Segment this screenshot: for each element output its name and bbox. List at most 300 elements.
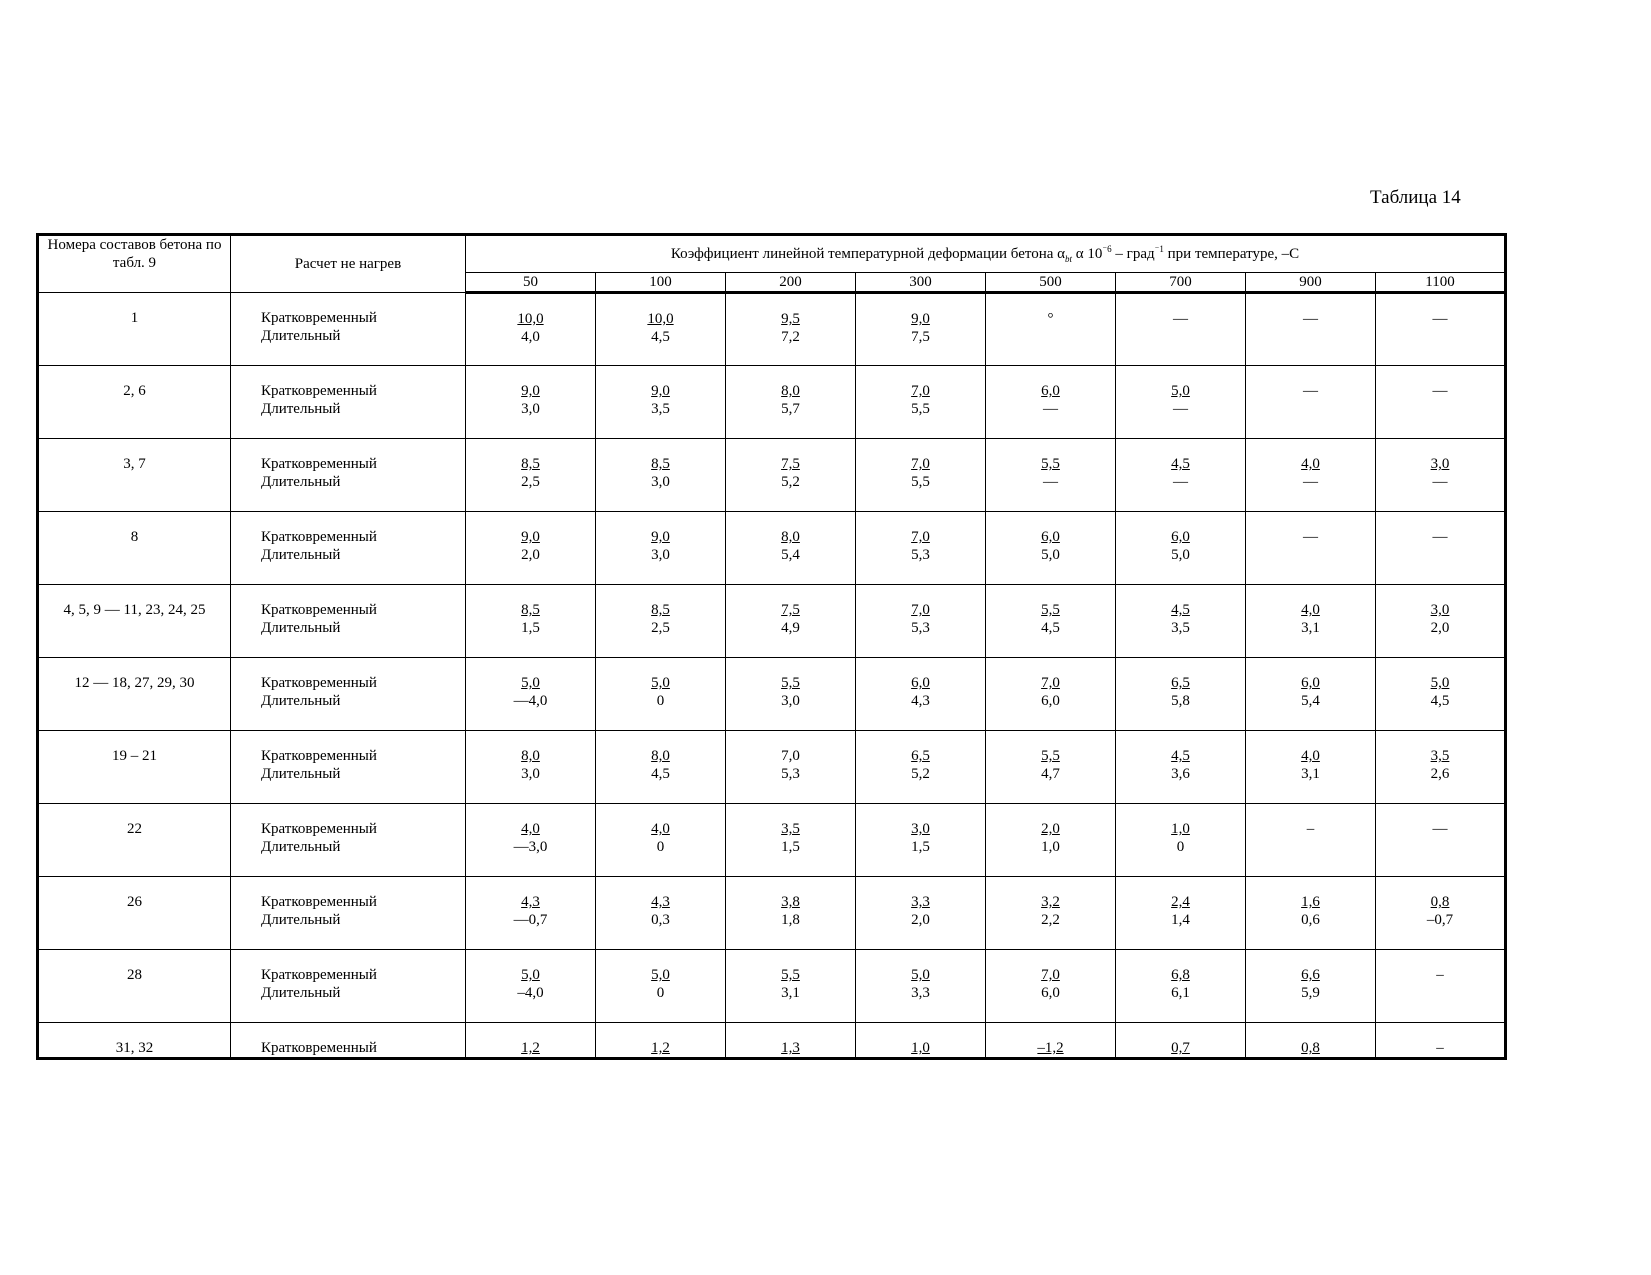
short-term-value: 5,0 (651, 967, 670, 983)
composition-numbers: 12 — 18, 27, 29, 30 (38, 658, 231, 731)
short-term-value: 9,0 (521, 529, 540, 545)
fraction (1301, 674, 1320, 710)
calculation-mode (231, 512, 466, 585)
coefficient-cell (856, 1023, 986, 1059)
coefficient-cell (466, 877, 596, 950)
short-term-value: 7,5 (781, 456, 800, 472)
fraction (1427, 893, 1453, 929)
fraction (651, 893, 670, 929)
coefficient-cell (856, 658, 986, 731)
header-temperature: 300 (856, 273, 986, 293)
short-term-value: 10,0 (647, 311, 674, 327)
fraction (1433, 382, 1448, 400)
table-row (38, 585, 1506, 658)
short-term-value: – (1436, 967, 1444, 983)
short-term-value: 7,0 (911, 602, 930, 618)
fraction (1301, 747, 1320, 783)
coefficient-cell (1376, 731, 1506, 804)
coefficient-cell (986, 877, 1116, 950)
coefficient-cell (986, 1023, 1116, 1059)
short-term-value: 6,5 (911, 748, 930, 764)
short-term-value: 4,0 (1301, 456, 1320, 472)
mode-long-term: Длительный (261, 839, 341, 855)
fraction (1041, 674, 1060, 710)
long-term-value: 1,8 (781, 912, 800, 928)
calculation-mode (231, 877, 466, 950)
short-term-value: 9,0 (651, 383, 670, 399)
short-term-value: 4,0 (1301, 748, 1320, 764)
short-term-value: 8,5 (651, 456, 670, 472)
short-term-value: — (1303, 529, 1318, 545)
coefficient-cell (1246, 950, 1376, 1023)
short-term-value: 7,5 (781, 602, 800, 618)
long-term-value: 5,0 (1041, 547, 1060, 563)
fraction (1433, 820, 1448, 838)
mode-long-term: Длительный (261, 547, 341, 563)
mode-short-term: Кратковременный (261, 894, 377, 910)
fraction (781, 601, 800, 637)
short-term-value: 9,0 (911, 311, 930, 327)
coefficient-cell (986, 731, 1116, 804)
mode-short-term: Кратковременный (261, 602, 377, 618)
fraction (1431, 674, 1450, 710)
long-term-value: 2,0 (911, 912, 930, 928)
long-term-value: 5,7 (781, 401, 800, 417)
short-term-value: 3,3 (911, 894, 930, 910)
coefficient-cell (596, 731, 726, 804)
calculation-mode (231, 731, 466, 804)
unit-exponent: ⁻1 (1154, 244, 1164, 254)
coefficient-cell (1116, 293, 1246, 366)
coefficient-cell (856, 877, 986, 950)
long-term-value: 7,5 (911, 329, 930, 345)
long-term-value: 4,0 (521, 329, 540, 345)
long-term-value: 3,3 (911, 985, 930, 1001)
fraction (517, 966, 543, 1002)
fraction (781, 747, 800, 783)
long-term-value: 5,4 (781, 547, 800, 563)
coefficient-cell (466, 950, 596, 1023)
coefficient-cell (466, 439, 596, 512)
long-term-value: — (1173, 401, 1188, 417)
fraction (1171, 820, 1190, 856)
calculation-mode (231, 366, 466, 439)
long-term-value: 0 (656, 839, 665, 855)
coefficient-cell (1376, 366, 1506, 439)
long-term-value: 3,5 (651, 401, 670, 417)
table-row (38, 512, 1506, 585)
short-term-value: 3,5 (1430, 748, 1450, 764)
table-row (38, 439, 1506, 512)
short-term-value: 6,0 (911, 675, 930, 691)
short-term-value: 6,0 (1041, 383, 1060, 399)
coefficient-cell (466, 293, 596, 366)
short-term-value: 9,0 (521, 383, 540, 399)
long-term-value: —0,7 (513, 912, 548, 928)
short-term-value: 3,2 (1041, 894, 1060, 910)
fraction (651, 382, 670, 418)
short-term-value: 5,0 (521, 675, 540, 691)
short-term-value: 6,0 (1041, 529, 1060, 545)
fraction (781, 528, 800, 564)
short-term-value: — (1303, 311, 1318, 327)
coefficient-cell (1116, 731, 1246, 804)
short-term-value: 3,0 (1430, 456, 1450, 472)
table-row (38, 877, 1506, 950)
short-term-value: 6,0 (1301, 675, 1320, 691)
short-term-value: 4,5 (1171, 748, 1190, 764)
short-term-value: 5,5 (1041, 602, 1060, 618)
short-term-value: 8,5 (651, 602, 670, 618)
fraction (1301, 455, 1320, 491)
short-term-value: 4,3 (521, 894, 540, 910)
coefficient-cell (596, 585, 726, 658)
short-term-value: 4,0 (521, 821, 540, 837)
coefficient-cell (1116, 439, 1246, 512)
long-term-value: 0,3 (651, 912, 670, 928)
long-term-value: 4,5 (651, 329, 670, 345)
long-term-value: –0,7 (1426, 912, 1454, 928)
header-temperature: 100 (596, 273, 726, 293)
mode-short-term: Кратковременный (261, 967, 377, 983)
calculation-mode (231, 293, 466, 366)
fraction (1431, 601, 1450, 637)
composition-numbers: 1 (38, 293, 231, 366)
coefficient-cell (466, 366, 596, 439)
long-term-value: 5,5 (911, 401, 930, 417)
long-term-value: 4,5 (1041, 620, 1060, 636)
calculation-mode (231, 658, 466, 731)
fraction (911, 455, 930, 491)
fraction (521, 601, 540, 637)
header-temperature: 1100 (1376, 273, 1506, 293)
short-term-value: 6,5 (1171, 675, 1190, 691)
coefficient-cell (986, 293, 1116, 366)
composition-numbers: 28 (38, 950, 231, 1023)
table-row (38, 658, 1506, 731)
short-term-value: — (1303, 383, 1318, 399)
long-term-value: 3,0 (521, 401, 540, 417)
mode-short-term: Кратковременный (261, 529, 377, 545)
fraction (1037, 1039, 1063, 1057)
fraction (651, 1039, 670, 1057)
fraction (1171, 674, 1190, 710)
fraction (911, 1039, 930, 1057)
mode-short-term: Кратковременный (261, 1040, 377, 1056)
short-term-value: 5,0 (651, 675, 670, 691)
short-term-value: 8,0 (781, 529, 800, 545)
coefficient-cell (726, 585, 856, 658)
fraction (1041, 528, 1060, 564)
fraction (1171, 747, 1190, 783)
short-term-value: 6,6 (1301, 967, 1320, 983)
short-term-value: 4,0 (1301, 602, 1320, 618)
fraction (651, 747, 670, 783)
fraction (1301, 966, 1320, 1002)
coefficient-cell (726, 512, 856, 585)
coefficient-cell (986, 439, 1116, 512)
long-term-value: 3,0 (651, 547, 670, 563)
coefficient-cell (466, 585, 596, 658)
fraction (1303, 382, 1318, 400)
fraction (781, 310, 800, 346)
mode-short-term: Кратковременный (261, 383, 377, 399)
long-term-value: 5,5 (911, 474, 930, 490)
short-term-value: 7,0 (911, 529, 930, 545)
coefficient-cell (1246, 366, 1376, 439)
fraction (1436, 1039, 1444, 1057)
coef-text-start: Коэффициент линейной температурной деформации бетона (670, 246, 1058, 262)
fraction (781, 966, 800, 1002)
composition-numbers: 31, 32 (38, 1023, 231, 1059)
mode-short-term: Кратковременный (261, 748, 377, 764)
fraction (1301, 1039, 1320, 1057)
coefficient-cell (726, 731, 856, 804)
long-term-value: 5,9 (1301, 985, 1320, 1001)
fraction (521, 747, 540, 783)
fraction (911, 601, 930, 637)
mode-short-term: Кратковременный (261, 310, 377, 326)
short-term-value: 7,0 (1041, 967, 1060, 983)
long-term-value: 1,4 (1171, 912, 1190, 928)
short-term-value: — (1432, 821, 1448, 837)
fraction (1301, 601, 1320, 637)
long-term-value: — (1432, 474, 1448, 490)
coefficient-cell (1116, 585, 1246, 658)
long-term-value: 1,0 (1041, 839, 1060, 855)
mode-long-term: Длительный (261, 401, 341, 417)
fraction (521, 1039, 540, 1057)
coefficient-cell (1376, 439, 1506, 512)
coefficient-cell (726, 366, 856, 439)
long-term-value: 3,0 (521, 766, 540, 782)
fraction (781, 455, 800, 491)
long-term-value: 4,9 (781, 620, 800, 636)
short-term-value: 5,0 (1430, 675, 1450, 691)
short-term-value: 0,8 (1430, 894, 1450, 910)
short-term-value: 5,0 (1171, 383, 1190, 399)
long-term-value: 3,5 (1171, 620, 1190, 636)
coefficient-cell (986, 658, 1116, 731)
fraction (517, 310, 543, 346)
coefficient-cell (596, 366, 726, 439)
fraction (1171, 601, 1190, 637)
fraction (521, 528, 540, 564)
short-term-value: 1,0 (1171, 821, 1190, 837)
fraction (1048, 310, 1054, 328)
short-term-value: 2,0 (1041, 821, 1060, 837)
mode-long-term: Длительный (261, 766, 341, 782)
fraction (911, 310, 930, 346)
header-coefficient (466, 235, 1506, 273)
coefficient-cell (466, 804, 596, 877)
short-term-value: 1,2 (651, 1040, 670, 1056)
composition-numbers: 26 (38, 877, 231, 950)
fraction (781, 382, 800, 418)
short-term-value: — (1432, 311, 1448, 327)
long-term-value: 5,4 (1301, 693, 1320, 709)
coefficient-cell (1246, 804, 1376, 877)
long-term-value: 4,7 (1041, 766, 1060, 782)
fraction (514, 893, 548, 929)
long-term-value: 4,3 (911, 693, 930, 709)
short-term-value: 5,5 (1041, 456, 1060, 472)
short-term-value: 8,0 (781, 383, 800, 399)
fraction (521, 382, 540, 418)
coefficient-cell (596, 512, 726, 585)
coefficient-cell (856, 804, 986, 877)
long-term-value: 1,5 (521, 620, 540, 636)
short-term-value: – (1306, 821, 1315, 837)
mode-short-term: Кратковременный (261, 675, 377, 691)
coefficient-cell (466, 731, 596, 804)
alpha-symbol: α (1057, 246, 1066, 262)
long-term-value: — (1043, 401, 1058, 417)
fraction (1171, 528, 1190, 564)
header-temperature: 900 (1246, 273, 1376, 293)
long-term-value: 3,1 (1301, 620, 1320, 636)
fraction (1301, 893, 1320, 929)
coefficient-cell (1246, 512, 1376, 585)
long-term-value: —3,0 (513, 839, 548, 855)
mode-long-term: Длительный (261, 912, 341, 928)
coefficient-cell (856, 950, 986, 1023)
composition-numbers: 22 (38, 804, 231, 877)
short-term-value: 3,5 (781, 821, 800, 837)
fraction (1041, 747, 1060, 783)
coefficient-cell (1246, 658, 1376, 731)
alpha-subscript: bt (1065, 254, 1073, 264)
mode-long-term: Длительный (261, 620, 341, 636)
fraction (1171, 893, 1190, 929)
coefficient-cell (596, 439, 726, 512)
coefficient-cell (986, 366, 1116, 439)
coefficient-cell (986, 585, 1116, 658)
short-term-value: 7,0 (911, 383, 930, 399)
long-term-value: 3,6 (1171, 766, 1190, 782)
fraction (647, 310, 673, 346)
mode-long-term: Длительный (261, 693, 341, 709)
table-row (38, 950, 1506, 1023)
composition-numbers: 8 (38, 512, 231, 585)
fraction (911, 382, 930, 418)
coefficient-cell (1246, 293, 1376, 366)
long-term-value: 2,5 (651, 620, 670, 636)
short-term-value: 2,4 (1171, 894, 1190, 910)
long-term-value: — (1303, 474, 1318, 490)
short-term-value: 8,0 (521, 748, 540, 764)
fraction (651, 601, 670, 637)
fraction (514, 674, 548, 710)
fraction (1431, 455, 1450, 491)
coefficient-cell (596, 1023, 726, 1059)
short-term-value: 3,0 (911, 821, 930, 837)
short-term-value: 0,7 (1171, 1040, 1190, 1056)
fraction (521, 455, 540, 491)
fraction (1041, 601, 1060, 637)
coef-unit: – град (1111, 246, 1155, 262)
fraction (911, 820, 930, 856)
coefficient-cell (1376, 293, 1506, 366)
short-term-value: 3,0 (1430, 602, 1450, 618)
coefficient-cell (1376, 950, 1506, 1023)
fraction (1303, 528, 1318, 546)
table-row (38, 1023, 1506, 1059)
table-row (38, 366, 1506, 439)
coefficient-cell (1116, 877, 1246, 950)
fraction (1041, 966, 1060, 1002)
composition-numbers: 2, 6 (38, 366, 231, 439)
long-term-value: 4,5 (1430, 693, 1450, 709)
coefficient-cell (1246, 731, 1376, 804)
header-temperature: 200 (726, 273, 856, 293)
fraction (911, 528, 930, 564)
coefficient-cell (726, 1023, 856, 1059)
table-row (38, 804, 1506, 877)
coefficient-cell (1246, 585, 1376, 658)
coefficient-cell (856, 512, 986, 585)
mode-short-term: Кратковременный (261, 821, 377, 837)
fraction (1433, 310, 1448, 328)
long-term-value: —4,0 (513, 693, 548, 709)
coefficient-cell (1376, 658, 1506, 731)
fraction (1433, 528, 1448, 546)
short-term-value: 4,5 (1171, 602, 1190, 618)
coef-exponent: ⁻6 (1102, 244, 1112, 254)
short-term-value: 3,8 (781, 894, 800, 910)
coef-text-end: при температуре, –С (1163, 246, 1300, 262)
coefficient-cell (856, 585, 986, 658)
fraction (651, 455, 670, 491)
long-term-value: — (1173, 474, 1188, 490)
mode-long-term: Длительный (261, 985, 341, 1001)
short-term-value: 4,3 (651, 894, 670, 910)
coefficient-cell (1116, 804, 1246, 877)
short-term-value: 8,0 (651, 748, 670, 764)
coefficient-cell (1116, 512, 1246, 585)
coefficient-cell (1116, 1023, 1246, 1059)
long-term-value: 0 (656, 985, 665, 1001)
short-term-value: 9,0 (651, 529, 670, 545)
short-term-value: 0,8 (1301, 1040, 1320, 1056)
short-term-value: 4,5 (1171, 456, 1190, 472)
fraction (651, 674, 670, 710)
coefficient-cell (1116, 950, 1246, 1023)
long-term-value: 2,0 (521, 547, 540, 563)
fraction (781, 820, 800, 856)
coefficient-cell (726, 950, 856, 1023)
short-term-value: 4,0 (651, 821, 670, 837)
coefficient-cell (596, 950, 726, 1023)
short-term-value: 7,0 (911, 456, 930, 472)
long-term-value: 5,3 (911, 620, 930, 636)
long-term-value: 5,2 (911, 766, 930, 782)
coefficient-cell (1376, 804, 1506, 877)
coefficient-cell (1376, 877, 1506, 950)
short-term-value: 6,8 (1171, 967, 1190, 983)
coefficient-cell (466, 512, 596, 585)
long-term-value: 0 (656, 693, 665, 709)
long-term-value: 3,1 (781, 985, 800, 1001)
fraction (1041, 820, 1060, 856)
coefficient-cell (1116, 366, 1246, 439)
coefficient-cell (726, 658, 856, 731)
header-calculation: Расчет не нагрев (231, 235, 466, 293)
long-term-value: 2,2 (1041, 912, 1060, 928)
coefficient-cell (1376, 512, 1506, 585)
coefficient-cell (466, 658, 596, 731)
fraction (911, 747, 930, 783)
